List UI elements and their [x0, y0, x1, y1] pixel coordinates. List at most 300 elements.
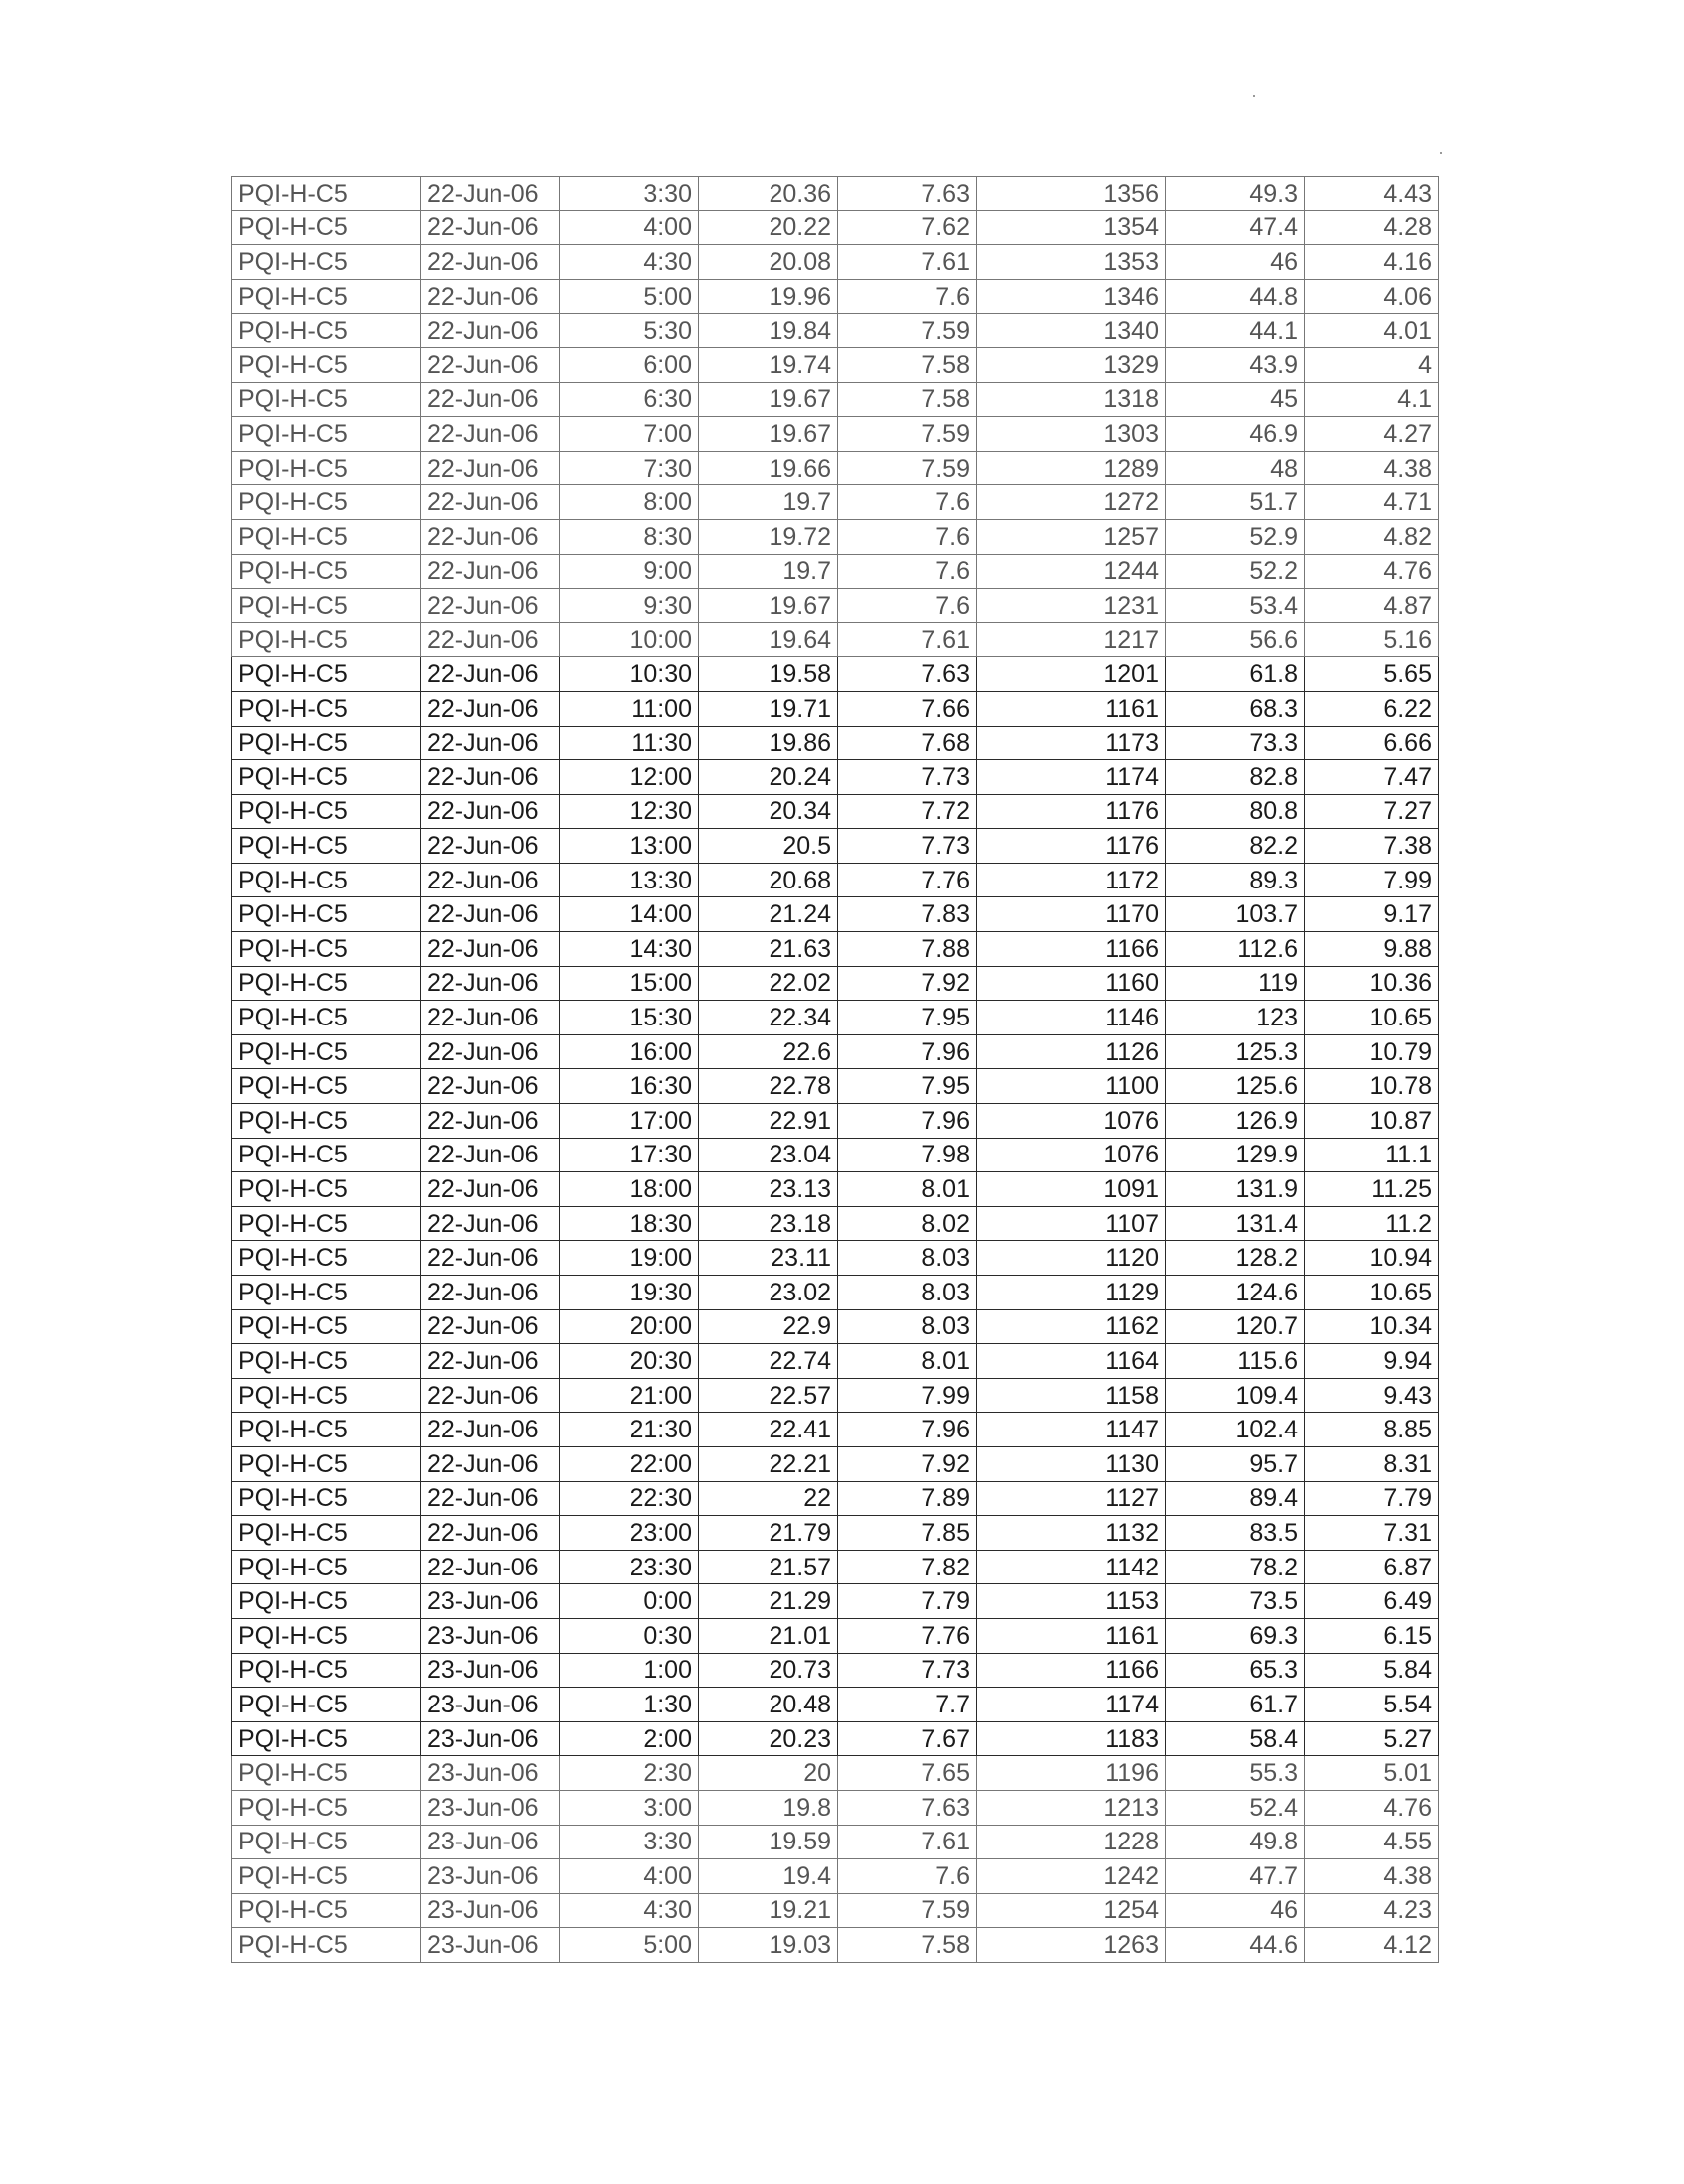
site-id-cell: PQI-H-C5: [232, 1721, 421, 1756]
table-row: [232, 1241, 1439, 1276]
value-5-cell: 5.01: [1305, 1756, 1439, 1791]
site-id-cell: PQI-H-C5: [232, 897, 421, 932]
value-2-cell: 7.96: [838, 1104, 977, 1139]
value-1-cell: 22.78: [699, 1069, 838, 1104]
value-3-cell: 1158: [977, 1378, 1166, 1413]
time-cell: 13:30: [560, 863, 699, 897]
value-2-cell: 7.59: [838, 314, 977, 348]
value-1-cell: 22.91: [699, 1104, 838, 1139]
value-2-cell: 7.6: [838, 519, 977, 554]
time-cell: 0:00: [560, 1584, 699, 1619]
date-cell: 23-Jun-06: [421, 1893, 560, 1928]
site-id-cell: PQI-H-C5: [232, 177, 421, 211]
value-4-cell: 78.2: [1166, 1550, 1305, 1584]
site-id-cell: PQI-H-C5: [232, 210, 421, 245]
value-4-cell: 46: [1166, 245, 1305, 280]
value-2-cell: 7.82: [838, 1550, 977, 1584]
table-row: [232, 1928, 1439, 1963]
value-5-cell: 7.27: [1305, 794, 1439, 829]
value-2-cell: 7.72: [838, 794, 977, 829]
value-3-cell: 1176: [977, 829, 1166, 864]
value-1-cell: 21.29: [699, 1584, 838, 1619]
table-row: [232, 589, 1439, 623]
table-row: [232, 1446, 1439, 1481]
site-id-cell: PQI-H-C5: [232, 794, 421, 829]
value-2-cell: 7.92: [838, 966, 977, 1001]
site-id-cell: PQI-H-C5: [232, 1756, 421, 1791]
value-3-cell: 1183: [977, 1721, 1166, 1756]
table-row: [232, 1859, 1439, 1894]
table-row: [232, 897, 1439, 932]
value-5-cell: 10.79: [1305, 1034, 1439, 1069]
site-id-cell: PQI-H-C5: [232, 347, 421, 382]
value-3-cell: 1153: [977, 1584, 1166, 1619]
value-5-cell: 4: [1305, 347, 1439, 382]
table-row: [232, 1034, 1439, 1069]
value-1-cell: 20.36: [699, 177, 838, 211]
value-1-cell: 21.01: [699, 1618, 838, 1653]
value-1-cell: 22: [699, 1481, 838, 1516]
date-cell: 22-Jun-06: [421, 1138, 560, 1172]
value-2-cell: 7.92: [838, 1446, 977, 1481]
value-1-cell: 20.08: [699, 245, 838, 280]
time-cell: 23:30: [560, 1550, 699, 1584]
value-5-cell: 8.31: [1305, 1446, 1439, 1481]
value-1-cell: 19.72: [699, 519, 838, 554]
date-cell: 22-Jun-06: [421, 1034, 560, 1069]
value-3-cell: 1172: [977, 863, 1166, 897]
date-cell: 22-Jun-06: [421, 1516, 560, 1551]
time-cell: 21:00: [560, 1378, 699, 1413]
value-1-cell: 19.03: [699, 1928, 838, 1963]
date-cell: 22-Jun-06: [421, 932, 560, 967]
value-3-cell: 1173: [977, 726, 1166, 760]
site-id-cell: PQI-H-C5: [232, 1653, 421, 1688]
value-5-cell: 6.87: [1305, 1550, 1439, 1584]
value-5-cell: 10.36: [1305, 966, 1439, 1001]
site-id-cell: PQI-H-C5: [232, 760, 421, 795]
value-2-cell: 7.89: [838, 1481, 977, 1516]
time-cell: 23:00: [560, 1516, 699, 1551]
value-4-cell: 131.9: [1166, 1172, 1305, 1207]
value-4-cell: 123: [1166, 1001, 1305, 1035]
table-row: [232, 622, 1439, 657]
value-4-cell: 73.3: [1166, 726, 1305, 760]
value-5-cell: 4.55: [1305, 1825, 1439, 1859]
value-4-cell: 53.4: [1166, 589, 1305, 623]
table-row: [232, 279, 1439, 314]
date-cell: 22-Jun-06: [421, 829, 560, 864]
site-id-cell: PQI-H-C5: [232, 1241, 421, 1276]
table-row: [232, 245, 1439, 280]
date-cell: 22-Jun-06: [421, 451, 560, 485]
value-3-cell: 1170: [977, 897, 1166, 932]
site-id-cell: PQI-H-C5: [232, 1790, 421, 1825]
value-3-cell: 1329: [977, 347, 1166, 382]
site-id-cell: PQI-H-C5: [232, 657, 421, 692]
value-4-cell: 44.1: [1166, 314, 1305, 348]
site-id-cell: PQI-H-C5: [232, 726, 421, 760]
value-2-cell: 7.76: [838, 863, 977, 897]
site-id-cell: PQI-H-C5: [232, 1206, 421, 1241]
value-3-cell: 1164: [977, 1344, 1166, 1379]
date-cell: 22-Jun-06: [421, 382, 560, 417]
date-cell: 23-Jun-06: [421, 1721, 560, 1756]
time-cell: 21:30: [560, 1413, 699, 1447]
table-row: [232, 1069, 1439, 1104]
table-row: [232, 1413, 1439, 1447]
table-row: [232, 382, 1439, 417]
site-id-cell: PQI-H-C5: [232, 829, 421, 864]
value-3-cell: 1228: [977, 1825, 1166, 1859]
site-id-cell: PQI-H-C5: [232, 1688, 421, 1722]
time-cell: 2:00: [560, 1721, 699, 1756]
time-cell: 5:00: [560, 279, 699, 314]
time-cell: 22:00: [560, 1446, 699, 1481]
value-1-cell: 19.64: [699, 622, 838, 657]
value-5-cell: 5.65: [1305, 657, 1439, 692]
date-cell: 22-Jun-06: [421, 1378, 560, 1413]
date-cell: 22-Jun-06: [421, 897, 560, 932]
value-5-cell: 7.38: [1305, 829, 1439, 864]
table-row: [232, 1378, 1439, 1413]
time-cell: 7:00: [560, 417, 699, 452]
table-row: [232, 1344, 1439, 1379]
scan-speck: [1253, 95, 1255, 97]
scan-speck: [1440, 152, 1442, 154]
table-row: [232, 451, 1439, 485]
value-5-cell: 10.65: [1305, 1276, 1439, 1310]
site-id-cell: PQI-H-C5: [232, 1069, 421, 1104]
site-id-cell: PQI-H-C5: [232, 1516, 421, 1551]
value-5-cell: 4.23: [1305, 1893, 1439, 1928]
table-row: [232, 1138, 1439, 1172]
time-cell: 8:30: [560, 519, 699, 554]
value-5-cell: 5.16: [1305, 622, 1439, 657]
value-2-cell: 7.58: [838, 382, 977, 417]
value-5-cell: 10.34: [1305, 1309, 1439, 1344]
value-2-cell: 7.79: [838, 1584, 977, 1619]
value-5-cell: 4.76: [1305, 1790, 1439, 1825]
date-cell: 22-Jun-06: [421, 1241, 560, 1276]
value-4-cell: 120.7: [1166, 1309, 1305, 1344]
value-5-cell: 6.49: [1305, 1584, 1439, 1619]
date-cell: 23-Jun-06: [421, 1825, 560, 1859]
value-2-cell: 7.96: [838, 1034, 977, 1069]
time-cell: 15:00: [560, 966, 699, 1001]
value-4-cell: 46.9: [1166, 417, 1305, 452]
value-3-cell: 1353: [977, 245, 1166, 280]
table-row: [232, 1276, 1439, 1310]
value-3-cell: 1127: [977, 1481, 1166, 1516]
value-3-cell: 1160: [977, 966, 1166, 1001]
value-5-cell: 7.31: [1305, 1516, 1439, 1551]
value-2-cell: 7.98: [838, 1138, 977, 1172]
value-5-cell: 10.94: [1305, 1241, 1439, 1276]
time-cell: 14:30: [560, 932, 699, 967]
time-cell: 10:30: [560, 657, 699, 692]
table-row: [232, 1688, 1439, 1722]
table-row: [232, 1721, 1439, 1756]
value-5-cell: 9.43: [1305, 1378, 1439, 1413]
value-4-cell: 82.8: [1166, 760, 1305, 795]
table-row: [232, 554, 1439, 589]
site-id-cell: PQI-H-C5: [232, 966, 421, 1001]
table-row: [232, 1618, 1439, 1653]
table-row: [232, 1516, 1439, 1551]
value-1-cell: 22.57: [699, 1378, 838, 1413]
site-id-cell: PQI-H-C5: [232, 1584, 421, 1619]
value-1-cell: 21.79: [699, 1516, 838, 1551]
value-5-cell: 4.16: [1305, 245, 1439, 280]
date-cell: 22-Jun-06: [421, 245, 560, 280]
value-5-cell: 4.12: [1305, 1928, 1439, 1963]
value-1-cell: 19.4: [699, 1859, 838, 1894]
date-cell: 22-Jun-06: [421, 1481, 560, 1516]
value-2-cell: 7.62: [838, 210, 977, 245]
table-row: [232, 1001, 1439, 1035]
value-2-cell: 7.63: [838, 177, 977, 211]
date-cell: 23-Jun-06: [421, 1790, 560, 1825]
date-cell: 22-Jun-06: [421, 589, 560, 623]
time-cell: 19:00: [560, 1241, 699, 1276]
time-cell: 22:30: [560, 1481, 699, 1516]
value-2-cell: 7.6: [838, 279, 977, 314]
value-4-cell: 103.7: [1166, 897, 1305, 932]
table-row: [232, 1756, 1439, 1791]
value-1-cell: 19.71: [699, 691, 838, 726]
value-1-cell: 23.13: [699, 1172, 838, 1207]
value-5-cell: 4.01: [1305, 314, 1439, 348]
date-cell: 22-Jun-06: [421, 966, 560, 1001]
value-2-cell: 7.6: [838, 1859, 977, 1894]
site-id-cell: PQI-H-C5: [232, 1446, 421, 1481]
table-row: [232, 485, 1439, 520]
value-1-cell: 20.23: [699, 1721, 838, 1756]
date-cell: 22-Jun-06: [421, 1309, 560, 1344]
value-2-cell: 7.68: [838, 726, 977, 760]
value-2-cell: 7.96: [838, 1413, 977, 1447]
time-cell: 16:00: [560, 1034, 699, 1069]
table-row: [232, 726, 1439, 760]
value-4-cell: 43.9: [1166, 347, 1305, 382]
table-row: [232, 1206, 1439, 1241]
value-4-cell: 65.3: [1166, 1653, 1305, 1688]
value-2-cell: 8.01: [838, 1172, 977, 1207]
value-5-cell: 7.47: [1305, 760, 1439, 795]
value-1-cell: 19.58: [699, 657, 838, 692]
date-cell: 22-Jun-06: [421, 1069, 560, 1104]
table-row: [232, 691, 1439, 726]
value-3-cell: 1174: [977, 1688, 1166, 1722]
site-id-cell: PQI-H-C5: [232, 1344, 421, 1379]
date-cell: 22-Jun-06: [421, 314, 560, 348]
value-5-cell: 6.22: [1305, 691, 1439, 726]
value-1-cell: 21.24: [699, 897, 838, 932]
value-2-cell: 7.73: [838, 829, 977, 864]
date-cell: 23-Jun-06: [421, 1584, 560, 1619]
value-2-cell: 8.01: [838, 1344, 977, 1379]
table-row: [232, 1309, 1439, 1344]
site-id-cell: PQI-H-C5: [232, 417, 421, 452]
value-4-cell: 82.2: [1166, 829, 1305, 864]
value-2-cell: 7.88: [838, 932, 977, 967]
date-cell: 22-Jun-06: [421, 863, 560, 897]
value-5-cell: 9.88: [1305, 932, 1439, 967]
site-id-cell: PQI-H-C5: [232, 863, 421, 897]
site-id-cell: PQI-H-C5: [232, 519, 421, 554]
date-cell: 22-Jun-06: [421, 1550, 560, 1584]
value-5-cell: 10.65: [1305, 1001, 1439, 1035]
value-2-cell: 7.61: [838, 622, 977, 657]
value-1-cell: 19.59: [699, 1825, 838, 1859]
time-cell: 5:00: [560, 1928, 699, 1963]
time-cell: 6:30: [560, 382, 699, 417]
site-id-cell: PQI-H-C5: [232, 589, 421, 623]
time-cell: 20:30: [560, 1344, 699, 1379]
value-1-cell: 20.5: [699, 829, 838, 864]
value-1-cell: 23.18: [699, 1206, 838, 1241]
date-cell: 22-Jun-06: [421, 554, 560, 589]
time-cell: 20:00: [560, 1309, 699, 1344]
value-3-cell: 1346: [977, 279, 1166, 314]
time-cell: 14:00: [560, 897, 699, 932]
value-3-cell: 1254: [977, 1893, 1166, 1928]
site-id-cell: PQI-H-C5: [232, 1001, 421, 1035]
date-cell: 22-Jun-06: [421, 417, 560, 452]
value-3-cell: 1318: [977, 382, 1166, 417]
value-3-cell: 1242: [977, 1859, 1166, 1894]
value-3-cell: 1126: [977, 1034, 1166, 1069]
date-cell: 22-Jun-06: [421, 691, 560, 726]
site-id-cell: PQI-H-C5: [232, 1928, 421, 1963]
table-row: [232, 314, 1439, 348]
site-id-cell: PQI-H-C5: [232, 1034, 421, 1069]
time-cell: 3:00: [560, 1790, 699, 1825]
value-2-cell: 7.6: [838, 485, 977, 520]
value-3-cell: 1174: [977, 760, 1166, 795]
value-4-cell: 52.4: [1166, 1790, 1305, 1825]
value-1-cell: 23.04: [699, 1138, 838, 1172]
value-5-cell: 4.82: [1305, 519, 1439, 554]
value-1-cell: 20: [699, 1756, 838, 1791]
table-row: [232, 1481, 1439, 1516]
table-row: [232, 1172, 1439, 1207]
time-cell: 16:30: [560, 1069, 699, 1104]
value-4-cell: 55.3: [1166, 1756, 1305, 1791]
value-2-cell: 7.61: [838, 245, 977, 280]
time-cell: 12:30: [560, 794, 699, 829]
value-5-cell: 5.84: [1305, 1653, 1439, 1688]
time-cell: 2:30: [560, 1756, 699, 1791]
table-row: [232, 1825, 1439, 1859]
value-2-cell: 7.7: [838, 1688, 977, 1722]
time-cell: 7:30: [560, 451, 699, 485]
site-id-cell: PQI-H-C5: [232, 1378, 421, 1413]
table-row: [232, 1584, 1439, 1619]
value-4-cell: 131.4: [1166, 1206, 1305, 1241]
value-2-cell: 8.03: [838, 1241, 977, 1276]
date-cell: 22-Jun-06: [421, 485, 560, 520]
value-4-cell: 61.8: [1166, 657, 1305, 692]
value-4-cell: 125.6: [1166, 1069, 1305, 1104]
time-cell: 15:30: [560, 1001, 699, 1035]
value-4-cell: 44.8: [1166, 279, 1305, 314]
value-3-cell: 1213: [977, 1790, 1166, 1825]
value-2-cell: 7.99: [838, 1378, 977, 1413]
site-id-cell: PQI-H-C5: [232, 1276, 421, 1310]
time-cell: 12:00: [560, 760, 699, 795]
value-2-cell: 7.95: [838, 1001, 977, 1035]
table-row: [232, 519, 1439, 554]
value-1-cell: 22.9: [699, 1309, 838, 1344]
value-5-cell: 4.71: [1305, 485, 1439, 520]
table-row: [232, 210, 1439, 245]
value-3-cell: 1161: [977, 1618, 1166, 1653]
value-5-cell: 4.38: [1305, 1859, 1439, 1894]
value-4-cell: 73.5: [1166, 1584, 1305, 1619]
value-1-cell: 19.7: [699, 485, 838, 520]
value-2-cell: 7.6: [838, 589, 977, 623]
value-1-cell: 20.48: [699, 1688, 838, 1722]
time-cell: 1:00: [560, 1653, 699, 1688]
value-5-cell: 5.54: [1305, 1688, 1439, 1722]
value-3-cell: 1107: [977, 1206, 1166, 1241]
value-4-cell: 46: [1166, 1893, 1305, 1928]
table-row: [232, 347, 1439, 382]
value-2-cell: 7.66: [838, 691, 977, 726]
value-1-cell: 19.8: [699, 1790, 838, 1825]
value-1-cell: 20.22: [699, 210, 838, 245]
value-3-cell: 1091: [977, 1172, 1166, 1207]
time-cell: 11:00: [560, 691, 699, 726]
table-row: [232, 1790, 1439, 1825]
value-5-cell: 7.79: [1305, 1481, 1439, 1516]
value-2-cell: 7.58: [838, 347, 977, 382]
value-4-cell: 52.2: [1166, 554, 1305, 589]
value-3-cell: 1303: [977, 417, 1166, 452]
value-2-cell: 7.67: [838, 1721, 977, 1756]
time-cell: 13:00: [560, 829, 699, 864]
value-1-cell: 20.68: [699, 863, 838, 897]
date-cell: 22-Jun-06: [421, 622, 560, 657]
site-id-cell: PQI-H-C5: [232, 245, 421, 280]
value-1-cell: 19.86: [699, 726, 838, 760]
value-4-cell: 45: [1166, 382, 1305, 417]
value-4-cell: 47.4: [1166, 210, 1305, 245]
table-row: [232, 1550, 1439, 1584]
value-1-cell: 19.7: [699, 554, 838, 589]
table-row: [232, 417, 1439, 452]
time-cell: 1:30: [560, 1688, 699, 1722]
value-2-cell: 7.59: [838, 417, 977, 452]
value-5-cell: 4.28: [1305, 210, 1439, 245]
value-3-cell: 1120: [977, 1241, 1166, 1276]
value-3-cell: 1354: [977, 210, 1166, 245]
value-2-cell: 7.73: [838, 760, 977, 795]
value-1-cell: 23.02: [699, 1276, 838, 1310]
value-4-cell: 89.3: [1166, 863, 1305, 897]
value-3-cell: 1162: [977, 1309, 1166, 1344]
value-1-cell: 19.67: [699, 417, 838, 452]
value-3-cell: 1130: [977, 1446, 1166, 1481]
value-4-cell: 89.4: [1166, 1481, 1305, 1516]
date-cell: 22-Jun-06: [421, 347, 560, 382]
value-3-cell: 1244: [977, 554, 1166, 589]
value-4-cell: 44.6: [1166, 1928, 1305, 1963]
value-3-cell: 1340: [977, 314, 1166, 348]
value-4-cell: 119: [1166, 966, 1305, 1001]
